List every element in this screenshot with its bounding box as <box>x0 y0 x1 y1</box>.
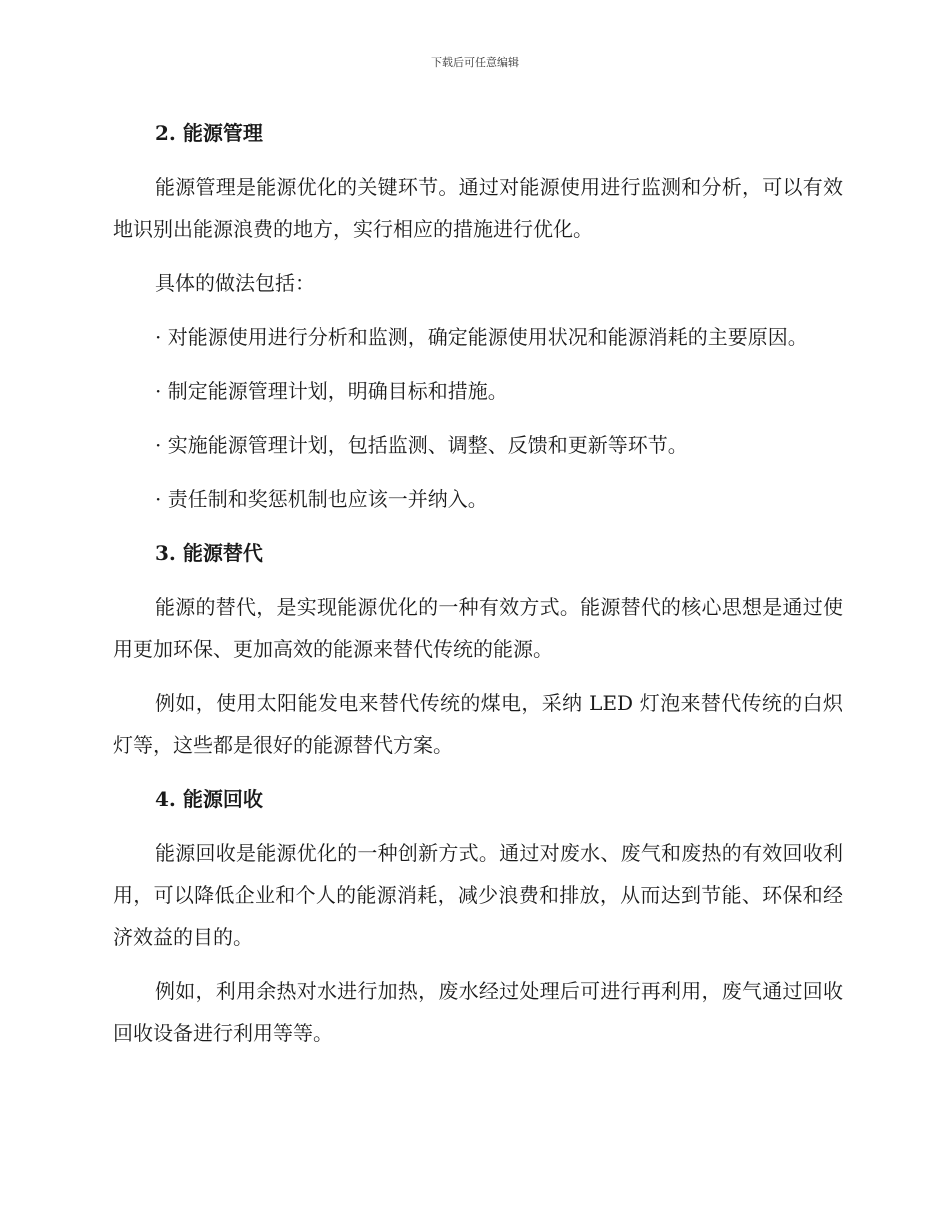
page-header: 下载后可任意编辑 <box>431 56 519 69</box>
paragraph: 能源回收是能源优化的一种创新方式。通过对废水、废气和废热的有效回收利用，可以降低企业和个人的能源消耗，减少浪费和排放，从而达到节能、环保和经济效益的目的。 <box>113 841 843 949</box>
bullet-item: · 制定能源管理计划，明确目标和措施。 <box>155 379 508 403</box>
paragraph: 具体的做法包括： <box>155 271 315 295</box>
section-heading-energy-substitution: 3. 能源替代 <box>155 541 263 565</box>
section-heading-energy-recovery: 4. 能源回收 <box>155 787 263 811</box>
paragraph: 能源管理是能源优化的关键环节。通过对能源使用进行监测和分析，可以有效地识别出能源浪费的地方，实行相应的措施进行优化。 <box>113 175 843 241</box>
document-body <box>113 112 843 1066</box>
bullet-item: · 责任制和奖惩机制也应该一并纳入。 <box>155 487 488 511</box>
paragraph: 例如，利用余热对水进行加热，废水经过处理后可进行再利用，废气通过回收回收设备进行利用等等。 <box>113 979 843 1045</box>
paragraph: 例如，使用太阳能发电来替代传统的煤电，采纳 LED 灯泡来替代传统的白炽灯等，这些都是很好的能源替代方案。 <box>113 691 843 757</box>
bullet-item: · 对能源使用进行分析和监测，确定能源使用状况和能源消耗的主要原因。 <box>155 325 808 349</box>
section-heading-energy-management: 2. 能源管理 <box>155 121 263 145</box>
bullet-item: · 实施能源管理计划，包括监测、调整、反馈和更新等环节。 <box>155 433 688 457</box>
paragraph: 能源的替代，是实现能源优化的一种有效方式。能源替代的核心思想是通过使用更加环保、更加高效的能源来替代传统的能源。 <box>113 595 843 661</box>
